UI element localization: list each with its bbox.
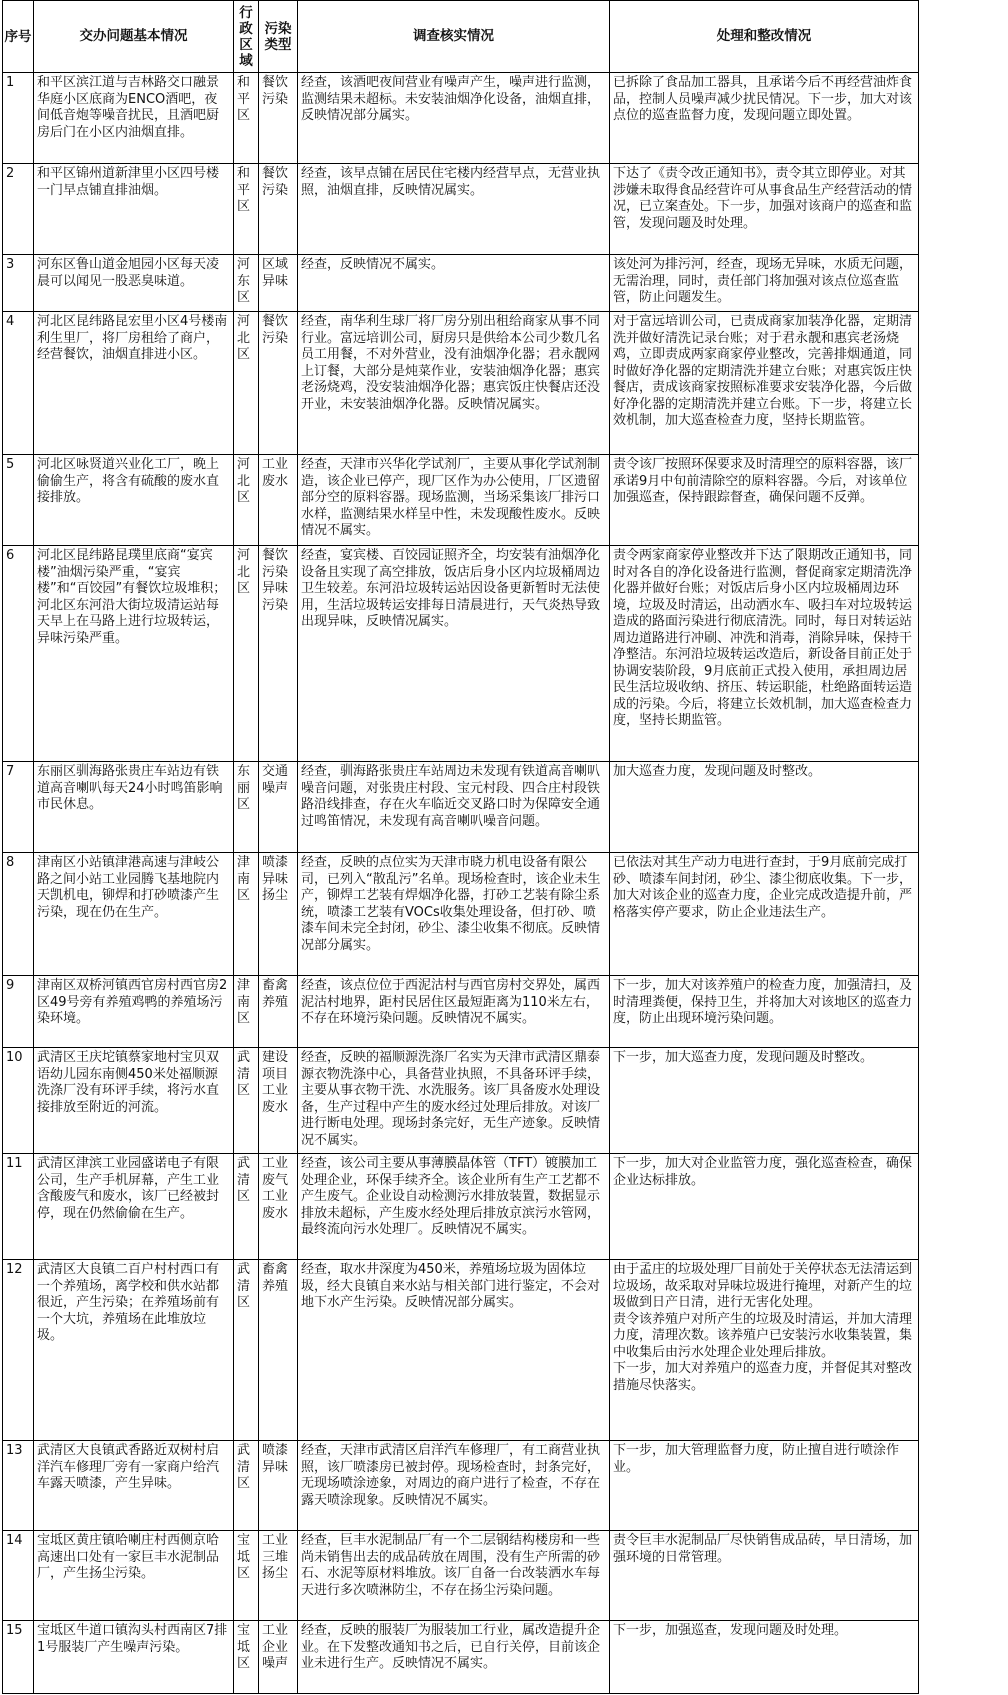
row-handle: 对于富远培训公司，已责成商家加装净化器，定期清洗并做好清洗记录台账；对于君永靓和惠宾老汤烧鸡，立即责成两家商家停业整改，完善排烟通道，同时做好净化器的定期清洗并建立台账；对惠宾饭庄快餐店，责成该商家按照标准要求安装净化器，今后做好净化器的定期清洗并建立台账。下一步，将建立长效机制，加大巡查检查力度，坚持长期监管。 [610,312,919,455]
row-number: 15 [3,1621,34,1694]
row-basic: 武清区王庆坨镇蔡家地村宝贝双语幼儿园东南侧450米处福顺源洗涤厂没有环评手续，将污水直接排放至附近的河流。 [34,1048,234,1154]
row-type: 工业废气工业废水 [259,1154,298,1260]
row-handle: 加大巡查力度，发现问题及时整改。 [610,762,919,853]
row-handle: 下一步，加强巡查，发现问题及时处理。 [610,1621,919,1694]
row-survey: 经查，取水井深度为450米，养殖场垃圾为固体垃圾，经大良镇自来水站与相关部门进行鉴定，不会对地下水产生污染。反映情况部分属实。 [298,1260,610,1441]
row-survey: 经查，反映的服装厂为服装加工行业，属改造提升企业。在下发整改通知书之后，已自行关停，目前该企业未进行生产。反映情况不属实。 [298,1621,610,1694]
row-type: 建设项目工业废水 [259,1048,298,1154]
row-type: 交通噪声 [259,762,298,853]
row-district: 河北区 [234,546,259,762]
row-number: 5 [3,455,34,546]
row-type: 工业企业噪声 [259,1621,298,1694]
row-survey: 经查，反映情况不属实。 [298,255,610,312]
row-handle: 责令巨丰水泥制品厂尽快销售成品砖，早日清场，加强环境的日常管理。 [610,1531,919,1621]
row-basic: 武清区大良镇武香路近双树村启洋汽车修理厂旁有一家商户给汽车露天喷漆，产生异味。 [34,1441,234,1531]
row-type: 畜禽养殖 [259,1260,298,1441]
header-survey: 调查核实情况 [298,1,610,73]
header-no: 序号 [3,1,34,73]
row-survey: 经查，天津市兴华化学试剂厂，主要从事化学试剂制造，该企业已停产，现厂区作为办公使用，厂区遗留部分空的原料容器。现场监测，当场采集该厂排污口水样，监测结果水样呈中性，未发现酸性废水。反映情况不属实。 [298,455,610,546]
row-type: 区域异味 [259,255,298,312]
row-type: 工业三堆扬尘 [259,1531,298,1621]
table-row [3,312,919,455]
row-number: 11 [3,1154,34,1260]
header-row [3,1,919,73]
row-type: 喷漆异味 [259,1441,298,1531]
row-handle: 下达了《责令改正通知书》，责令其立即停业。对其涉嫌未取得食品经营许可从事食品生产经营活动的情况，已立案查处。下一步，加强对该商户的巡查和监管，发现问题及时处理。 [610,164,919,255]
row-survey: 经查，反映的点位实为天津市晓力机电设备有限公司，已列入“散乱污”名单。现场检查时，该企业未生产，铆焊工艺装有焊烟净化器，打砂工艺装有除尘系统，喷漆工艺装有VOCs收集处理设备，但打砂、喷漆车间未完全封闭，砂尘、漆尘收集不彻底。反映情况部分属实。 [298,853,610,976]
row-number: 1 [3,73,34,164]
row-basic: 东丽区驯海路张贵庄车站边有铁道高音喇叭每天24小时鸣笛影响市民休息。 [34,762,234,853]
table-row [3,762,919,853]
row-handle: 已依法对其生产动力电进行查封，于9月底前完成打砂、喷漆车间封闭，砂尘、漆尘彻底收集。下一步，加大对该企业的巡查力度，企业完成改造提升前，严格落实停产要求，防止企业违法生产。 [610,853,919,976]
row-number: 14 [3,1531,34,1621]
row-type: 餐饮污染 [259,73,298,164]
row-number: 10 [3,1048,34,1154]
row-number: 13 [3,1441,34,1531]
row-district: 东丽区 [234,762,259,853]
table-row [3,1441,919,1531]
row-survey: 经查，该早点铺在居民住宅楼内经营早点，无营业执照，油烟直排，反映情况属实。 [298,164,610,255]
row-handle: 下一步，加大巡查力度，发现问题及时整改。 [610,1048,919,1154]
row-basic: 津南区双桥河镇西官房村西官房2区49号旁有养殖鸡鸭的养殖场污染环境。 [34,976,234,1048]
header-basic: 交办问题基本情况 [34,1,234,73]
row-district: 津南区 [234,853,259,976]
row-district: 武清区 [234,1048,259,1154]
table-row [3,1154,919,1260]
row-number: 2 [3,164,34,255]
row-handle: 下一步，加大管理监督力度，防止擅自进行喷涂作业。 [610,1441,919,1531]
table-row [3,255,919,312]
row-type: 餐饮污染 [259,312,298,455]
complaint-table [2,0,919,1694]
row-type: 工业废水 [259,455,298,546]
row-basic: 河东区鲁山道金旭园小区每天凌晨可以闻见一股恶臭味道。 [34,255,234,312]
row-district: 河北区 [234,455,259,546]
row-survey: 经查，该公司主要从事薄膜晶体管（TFT）镀膜加工处理企业，环保手续齐全。该企业所有生产工艺都不产生废气。企业设自动检测污水排放装置，数据显示排放未超标，产生废水经处理后排放京滨污水管网，最终流向污水处理厂。反映情况不属实。 [298,1154,610,1260]
row-district: 和平区 [234,164,259,255]
table-row [3,455,919,546]
table-row [3,73,919,164]
row-district: 武清区 [234,1154,259,1260]
row-district: 武清区 [234,1260,259,1441]
row-district: 宝坻区 [234,1531,259,1621]
row-basic: 河北区昆纬路昆璞里底商“宴宾楼”油烟污染严重，“宴宾楼”和“百饺园”有餐饮垃圾堆积；河北区东河沿大街垃圾清运站每天早上在马路上进行垃圾转运，异味污染严重。 [34,546,234,762]
row-basic: 宝坻区牛道口镇沟头村西南区7排1号服装厂产生噪声污染。 [34,1621,234,1694]
table-row [3,853,919,976]
row-number: 12 [3,1260,34,1441]
row-handle: 下一步，加大对企业监管力度，强化巡查检查，确保企业达标排放。 [610,1154,919,1260]
row-basic: 武清区津滨工业园盛诺电子有限公司，生产手机屏幕，产生工业含酸废气和废水，该厂已经被封停，现在仍然偷偷在生产。 [34,1154,234,1260]
row-basic: 河北区昆纬路昆宏里小区4号楼南利生里厂，将厂房租给了商户，经营餐饮，油烟直排进小区。 [34,312,234,455]
table-row [3,1260,919,1441]
row-survey: 经查，天津市武清区启洋汽车修理厂，有工商营业执照，该厂喷漆房已被封停。现场检查时，封条完好，无现场喷涂迹象，对周边的商户进行了检查，不存在露天喷涂现象。反映情况不属实。 [298,1441,610,1531]
table-row [3,976,919,1048]
row-survey: 经查，反映的福顺源洗涤厂名实为天津市武清区鼎泰源衣物洗涤中心，具备营业执照，不具备环评手续，主要从事衣物干洗、水洗服务。该厂具备废水处理设备，生产过程中产生的废水经过处理后排放。对该厂进行断电处理。现场封条完好，无生产迹象。反映情况不属实。 [298,1048,610,1154]
row-number: 6 [3,546,34,762]
row-district: 武清区 [234,1441,259,1531]
row-basic: 和平区锦州道新津里小区四号楼一门早点铺直排油烟。 [34,164,234,255]
row-basic: 宝坻区黄庄镇哈喇庄村西侧京哈高速出口处有一家巨丰水泥制品厂，产生扬尘污染。 [34,1531,234,1621]
row-number: 4 [3,312,34,455]
table-row [3,1048,919,1154]
row-survey: 经查，该酒吧夜间营业有噪声产生，噪声进行监测，监测结果未超标。未安装油烟净化设备，油烟直排，反映情况部分属实。 [298,73,610,164]
table-row [3,164,919,255]
row-handle: 已拆除了食品加工器具，且承诺今后不再经营油炸食品，控制人员噪声减少扰民情况。下一步，加大对该点位的巡查监督力度，发现问题立即处置。 [610,73,919,164]
row-district: 宝坻区 [234,1621,259,1694]
row-survey: 经查，南华利生球厂将厂房分别出租给商家从事不同行业。富远培训公司，厨房只是供给本公司少数几名员工用餐，不对外营业，没有油烟净化器；君永靓网上订餐，大部分是炖菜作业，安装油烟净化器；惠宾老汤烧鸡，没安装油烟净化器；惠宾饭庄快餐店还没开业，未安装油烟净化器。反映情况属实。 [298,312,610,455]
row-type: 畜禽养殖 [259,976,298,1048]
row-handle: 由于孟庄的垃圾处理厂目前处于关停状态无法清运到垃圾场，故采取对异味垃圾进行掩埋，对新产生的垃圾做到日产日清，进行无害化处理。 责令该养殖户对所产生的垃圾及时清运，并加大清理力度，清理次数。该养殖户已安装污水收集装置，集中收集后由污水处理企业处理后排放。 下一步，加大对养殖户的巡查力度，并督促其对整改措施尽快落实。 [610,1260,919,1441]
row-basic: 津南区小站镇津港高速与津岐公路之间小站工业园腾飞基地院内天凯机电，铆焊和打砂喷漆产生污染，现在仍在生产。 [34,853,234,976]
row-handle: 责令该厂按照环保要求及时清理空的原料容器，该厂承诺9月中旬前清除空的原料容器。今后，对该单位加强巡查，保持跟踪督查，确保问题不反弹。 [610,455,919,546]
row-survey: 经查，巨丰水泥制品厂有一个二层钢结构楼房和一些尚未销售出去的成品砖放在周围，没有生产所需的砂石、水泥等原材料堆放。该厂自备一台改装洒水车每天进行多次喷淋防尘，不存在扬尘污染问题。 [298,1531,610,1621]
row-type: 餐饮污染异味污染 [259,546,298,762]
row-district: 和平区 [234,73,259,164]
header-type: 污染类型 [259,1,298,73]
header-handle: 处理和整改情况 [610,1,919,73]
row-basic: 河北区咏贤道兴业化工厂，晚上偷偷生产，将含有硫酸的废水直接排放。 [34,455,234,546]
row-survey: 经查，宴宾楼、百饺园证照齐全，均安装有油烟净化设备且实现了高空排放，饭店后身小区内垃圾桶周边卫生较差。东河沿垃圾转运站因设备更新暂时无法使用，生活垃圾转运安排每日清晨进行，天气炎热导致出现异味，反映情况属实。 [298,546,610,762]
table-row [3,1531,919,1621]
row-district: 河东区 [234,255,259,312]
row-district: 津南区 [234,976,259,1048]
row-type: 喷漆异味扬尘 [259,853,298,976]
row-handle: 该处河为排污河，经查，现场无异味，水质无问题，无需治理，同时，责任部门将加强对该点位巡查监管，防止问题发生。 [610,255,919,312]
table-row [3,1621,919,1694]
row-basic: 和平区滨江道与吉林路交口融景华庭小区底商为ENCO酒吧，夜间低音炮等噪音扰民，且酒吧厨房后门在小区内油烟直排。 [34,73,234,164]
row-number: 3 [3,255,34,312]
table-row [3,546,919,762]
row-number: 9 [3,976,34,1048]
row-number: 7 [3,762,34,853]
row-handle: 责令两家商家停业整改并下达了限期改正通知书，同时对各自的净化设备进行监测，督促商家定期清洗净化器并做好台账；对饭店后身小区内垃圾桶周边环境，垃圾及时清运，出动洒水车、吸扫车对垃圾转运造成的路面污染进行彻底清洗。同时，每日对转运站周边道路进行冲刷、冲洗和消毒，消除异味，保持干净整洁。东河沿垃圾转运改造后，新设备目前正处于协调安装阶段，9月底前正式投入使用，承担周边居民生活垃圾收纳、挤压、转运职能，杜绝路面转运造成的污染。今后，将建立长效机制，加大巡查检查力度，坚持长期监管。 [610,546,919,762]
row-type: 餐饮污染 [259,164,298,255]
row-handle: 下一步，加大对该养殖户的检查力度，加强清扫，及时清理粪便，保持卫生，并将加大对该地区的巡查力度，防止出现环境污染问题。 [610,976,919,1048]
row-survey: 经查，该点位位于西泥沽村与西官房村交界处，属西泥沽村地界，距村民居住区最短距离为110米左右，不存在环境污染问题。反映情况不属实。 [298,976,610,1048]
header-district: 行政区域 [234,1,259,73]
row-district: 河北区 [234,312,259,455]
row-survey: 经查，驯海路张贵庄车站周边未发现有铁道高音喇叭噪音问题，对张贵庄村段、宝元村段、四合庄村段铁路沿线排查，存在火车临近交叉路口时为保障安全通过鸣笛情况，未发现有高音喇叭噪音问题。 [298,762,610,853]
row-number: 8 [3,853,34,976]
row-basic: 武清区大良镇二百户村村西口有一个养殖场，离学校和供水站都很近，产生污染；在养殖场前有一个大坑，养殖场在此堆放垃圾。 [34,1260,234,1441]
